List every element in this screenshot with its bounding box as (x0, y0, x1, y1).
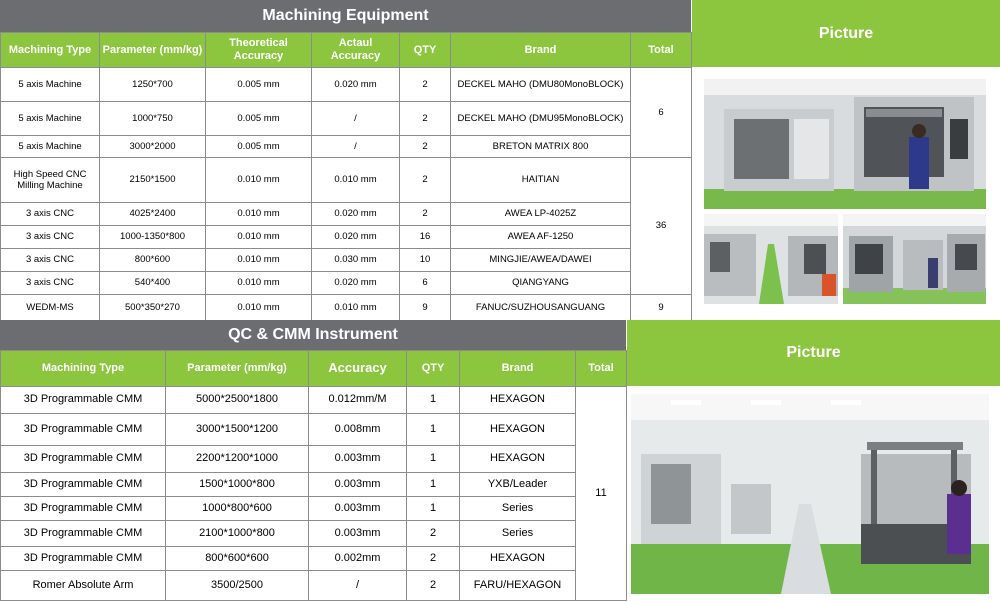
cell-accuracy: 0.003mm (309, 473, 407, 497)
col-header-accuracy: Accuracy (309, 351, 407, 387)
cell-theoretical: 0.010 mm (206, 249, 312, 272)
cell-type: 5 axis Machine (1, 68, 100, 102)
cell-theoretical: 0.010 mm (206, 203, 312, 226)
cell-actual: / (312, 102, 400, 136)
cell-brand: HEXAGON (460, 387, 576, 414)
col-header-qty: QTY (400, 33, 451, 68)
cell-parameter: 800*600*600 (166, 547, 309, 571)
cell-parameter: 4025*2400 (100, 203, 206, 226)
cell-type: 3D Programmable CMM (1, 497, 166, 521)
cell-theoretical: 0.010 mm (206, 158, 312, 203)
cell-qty: 2 (407, 521, 460, 547)
col-header-parameter: Parameter (mm/kg) (100, 33, 206, 68)
machining-table (0, 32, 692, 322)
cell-qty: 1 (407, 446, 460, 473)
col-header-qty: QTY (407, 351, 460, 387)
table-row (1, 249, 692, 272)
cell-parameter: 3500/2500 (166, 571, 309, 601)
cnc-line-image (843, 214, 986, 304)
machining-photo-left (704, 214, 838, 304)
col-header-theoretical: Theoretical Accuracy (206, 33, 312, 68)
picture-label: Picture (818, 24, 874, 42)
cell-accuracy: 0.003mm (309, 521, 407, 547)
cell-type: High Speed CNC Milling Machine (1, 158, 100, 203)
cell-brand: AWEA LP-4025Z (451, 203, 631, 226)
cell-parameter: 1000*800*600 (166, 497, 309, 521)
cell-theoretical: 0.005 mm (206, 136, 312, 158)
cell-brand: FANUC/SUZHOUSANGUANG (451, 295, 631, 322)
table-row (1, 272, 692, 295)
cell-qty: 2 (400, 102, 451, 136)
picture-label: Picture (786, 344, 841, 362)
cell-qty: 1 (407, 497, 460, 521)
cell-type: 3D Programmable CMM (1, 521, 166, 547)
cell-brand: HEXAGON (460, 414, 576, 446)
cell-actual: 0.010 mm (312, 295, 400, 322)
cell-brand: AWEA AF-1250 (451, 226, 631, 249)
col-header-total: Total (576, 351, 627, 387)
cell-type: 3D Programmable CMM (1, 414, 166, 446)
qc-title: QC & CMM Instrument (0, 320, 626, 350)
cell-type: 3 axis CNC (1, 272, 100, 295)
cell-brand: DECKEL MAHO (DMU80MonoBLOCK) (451, 68, 631, 102)
cell-accuracy: 0.002mm (309, 547, 407, 571)
cell-accuracy: 0.003mm (309, 497, 407, 521)
cell-parameter: 1000-1350*800 (100, 226, 206, 249)
cell-parameter: 1500*1000*800 (166, 473, 309, 497)
cell-total: 6 (631, 68, 692, 158)
table-row (1, 414, 627, 446)
col-header-total: Total (631, 33, 692, 68)
cell-parameter: 1000*750 (100, 102, 206, 136)
table-row (1, 295, 692, 322)
cell-brand: HEXAGON (460, 547, 576, 571)
cmm-lab-image (631, 394, 989, 594)
machining-photo-main (704, 79, 986, 209)
cell-qty: 2 (407, 571, 460, 601)
qc-photo (631, 394, 989, 594)
cell-total: 11 (576, 387, 627, 601)
cnc-workshop-image (704, 79, 986, 209)
table-row (1, 446, 627, 473)
qc-table (0, 350, 627, 601)
cell-type: 3D Programmable CMM (1, 387, 166, 414)
cell-qty: 2 (400, 158, 451, 203)
cell-accuracy: 0.008mm (309, 414, 407, 446)
cell-type: 3D Programmable CMM (1, 473, 166, 497)
table-row (1, 136, 692, 158)
cell-brand: DECKEL MAHO (DMU95MonoBLOCK) (451, 102, 631, 136)
cell-parameter: 540*400 (100, 272, 206, 295)
cell-accuracy: 0.012mm/M (309, 387, 407, 414)
cell-parameter: 800*600 (100, 249, 206, 272)
qc-header-row (1, 351, 627, 387)
cell-type: 3 axis CNC (1, 226, 100, 249)
cell-total: 9 (631, 295, 692, 322)
cell-qty: 9 (400, 295, 451, 322)
cell-actual: / (312, 136, 400, 158)
cell-parameter: 2100*1000*800 (166, 521, 309, 547)
qc-picture-header (626, 320, 1000, 386)
cell-qty: 2 (400, 203, 451, 226)
cell-qty: 2 (407, 547, 460, 571)
cell-total: 36 (631, 158, 692, 295)
table-row (1, 102, 692, 136)
table-row (1, 547, 627, 571)
table-row (1, 387, 627, 414)
cell-parameter: 500*350*270 (100, 295, 206, 322)
cell-actual: 0.010 mm (312, 158, 400, 203)
cell-brand: YXB/Leader (460, 473, 576, 497)
table-row (1, 521, 627, 547)
cell-parameter: 5000*2500*1800 (166, 387, 309, 414)
cell-parameter: 3000*2000 (100, 136, 206, 158)
cell-actual: 0.030 mm (312, 249, 400, 272)
cell-type: WEDM-MS (1, 295, 100, 322)
cell-parameter: 3000*1500*1200 (166, 414, 309, 446)
cell-brand: FARU/HEXAGON (460, 571, 576, 601)
cell-brand: Series (460, 521, 576, 547)
cell-qty: 16 (400, 226, 451, 249)
cell-type: 3D Programmable CMM (1, 446, 166, 473)
cell-accuracy: 0.003mm (309, 446, 407, 473)
cell-actual: 0.020 mm (312, 272, 400, 295)
machining-picture-header (691, 0, 1000, 67)
cell-qty: 6 (400, 272, 451, 295)
col-header-brand: Brand (451, 33, 631, 68)
col-header-actual: Actaul Accuracy (312, 33, 400, 68)
cell-actual: 0.020 mm (312, 203, 400, 226)
col-header-brand: Brand (460, 351, 576, 387)
cell-parameter: 2150*1500 (100, 158, 206, 203)
machining-photo-right (843, 214, 986, 304)
cell-qty: 1 (407, 414, 460, 446)
cell-brand: MINGJIE/AWEA/DAWEI (451, 249, 631, 272)
col-header-parameter: Parameter (mm/kg) (166, 351, 309, 387)
cell-type: 3 axis CNC (1, 249, 100, 272)
cell-actual: 0.020 mm (312, 68, 400, 102)
table-row (1, 68, 692, 102)
table-row (1, 226, 692, 249)
table-row (1, 203, 692, 226)
cell-type: 5 axis Machine (1, 136, 100, 158)
cell-theoretical: 0.010 mm (206, 272, 312, 295)
cell-qty: 1 (407, 473, 460, 497)
machining-title: Machining Equipment (0, 0, 691, 32)
cell-brand: QIANGYANG (451, 272, 631, 295)
machining-header-row (1, 33, 692, 68)
cell-qty: 2 (400, 68, 451, 102)
cell-brand: HAITIAN (451, 158, 631, 203)
cell-type: 3D Programmable CMM (1, 547, 166, 571)
cell-theoretical: 0.005 mm (206, 102, 312, 136)
cell-brand: BRETON MATRIX 800 (451, 136, 631, 158)
cell-brand: Series (460, 497, 576, 521)
cnc-aisle-image (704, 214, 838, 304)
cell-accuracy: / (309, 571, 407, 601)
cell-qty: 10 (400, 249, 451, 272)
col-header-type: Machining Type (1, 351, 166, 387)
cell-type: Romer Absolute Arm (1, 571, 166, 601)
cell-theoretical: 0.010 mm (206, 295, 312, 322)
table-row (1, 473, 627, 497)
cell-parameter: 1250*700 (100, 68, 206, 102)
col-header-type: Machining Type (1, 33, 100, 68)
table-row (1, 158, 692, 203)
cell-type: 5 axis Machine (1, 102, 100, 136)
table-row (1, 497, 627, 521)
cell-brand: HEXAGON (460, 446, 576, 473)
cell-theoretical: 0.010 mm (206, 226, 312, 249)
cell-qty: 1 (407, 387, 460, 414)
cell-type: 3 axis CNC (1, 203, 100, 226)
cell-theoretical: 0.005 mm (206, 68, 312, 102)
cell-parameter: 2200*1200*1000 (166, 446, 309, 473)
table-row (1, 571, 627, 601)
cell-qty: 2 (400, 136, 451, 158)
cell-actual: 0.020 mm (312, 226, 400, 249)
